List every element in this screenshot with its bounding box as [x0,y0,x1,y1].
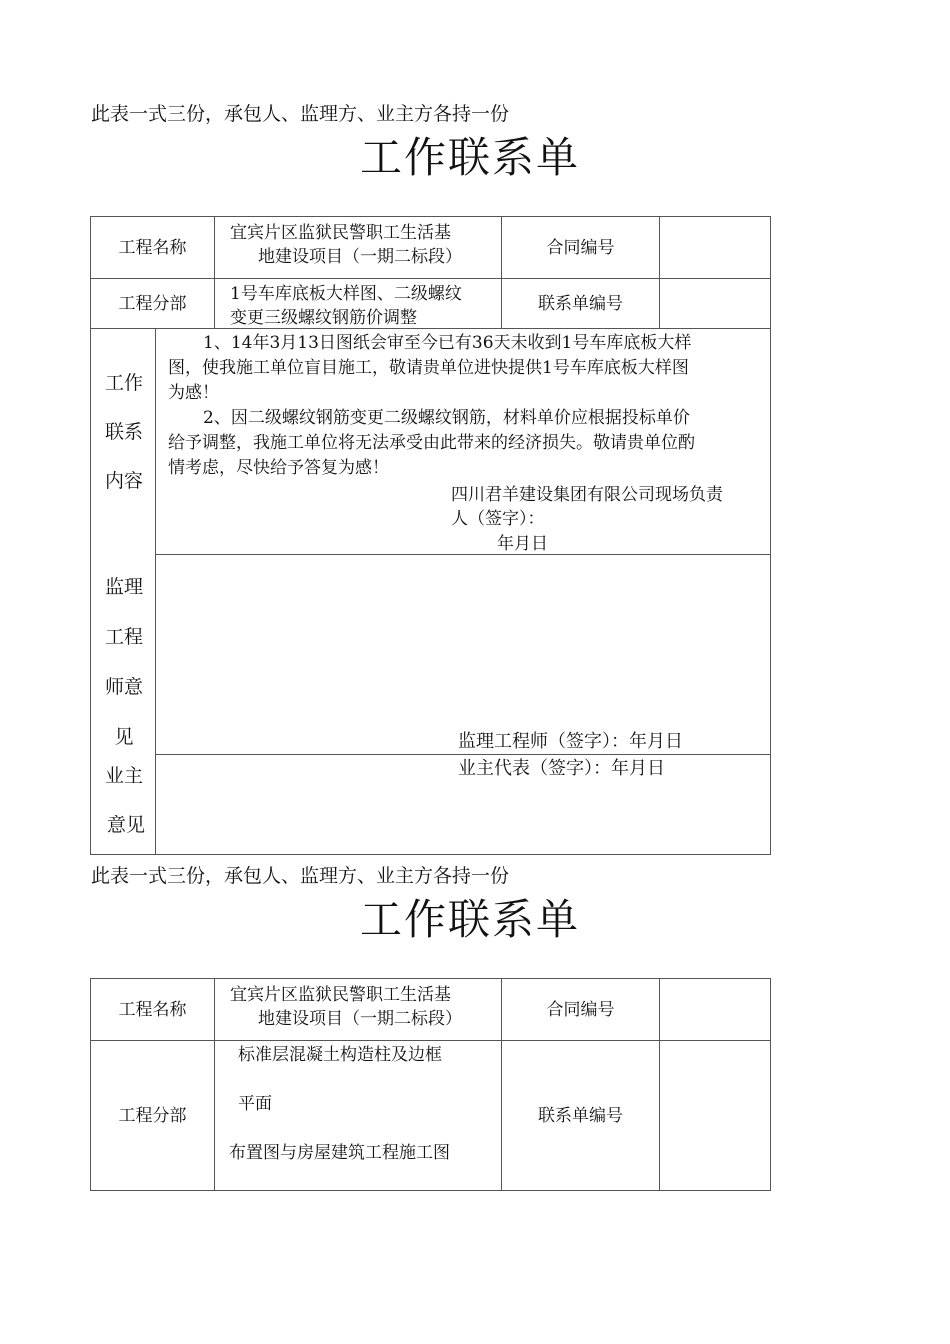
page-title: 工作联系单 [359,133,580,182]
content-line: 图，使我施工单位盲目施工，敬请贵单位进快提供1号车库底板大样图 [168,358,689,378]
contact-no-value[interactable] [660,279,770,328]
contract-no-value[interactable] [660,217,770,278]
contact-no-label: 联系单编号 [538,1105,623,1126]
owner-label-part: 意见 [106,814,145,836]
content-line: 给予调整，我施工单位将无法承受由此带来的经济损失。敬请贵单位酌 [168,433,695,453]
project-name-label: 工程名称 [118,237,187,258]
distribution-note: 此表一式三份，承包人、监理方、业主方各持一份 [91,103,510,125]
supervisor-label-part: 师意 [104,676,143,698]
content-label-part: 联系 [104,421,143,443]
supervisor-label-part: 工程 [104,626,143,648]
project-part-value-line3: 布置图与房屋建筑工程施工图 [229,1143,450,1163]
owner-label-part: 业主 [104,765,143,787]
content-line: 为感！ [168,383,219,403]
contract-no-value[interactable] [660,979,770,1040]
supervisor-label-part: 监理 [104,576,143,598]
content-line: 1、14年3月13日图纸会审至今已有36天未收到1号车库底板大样 [203,333,692,353]
contact-no-label: 联系单编号 [538,293,623,314]
project-part-value-line2: 平面 [238,1094,272,1114]
supervisor-label-part: 见 [114,726,134,748]
content-line: 情考虑，尽快给予答复为感！ [168,458,389,478]
content-label-part: 工作 [104,372,143,394]
project-part-value-line1: 1号车库底板大样图、二级螺纹 [230,284,462,304]
project-name-label: 工程名称 [118,999,187,1020]
distribution-note: 此表一式三份，承包人、监理方、业主方各持一份 [91,865,510,887]
content-label-part: 内容 [104,470,143,492]
project-name-value-line1: 宜宾片区监狱民警职工生活基 [230,985,451,1005]
owner-sign: 业主代表（签字）：年月日 [458,758,665,779]
contractor-sign-line2: 人（签字）： [451,509,545,529]
contract-no-label: 合同编号 [546,999,615,1020]
project-name-value-line2: 地建设项目（一期二标段） [258,247,462,267]
project-part-value-line1: 标准层混凝土构造柱及边框 [238,1045,442,1065]
project-name-value-line2: 地建设项目（一期二标段） [258,1009,462,1029]
contact-no-value[interactable] [660,1041,770,1190]
project-part-value-line2: 变更三级螺纹钢筋价调整 [230,308,417,328]
contractor-sign-date: 年月日 [497,534,548,554]
page-title: 工作联系单 [359,895,580,944]
contract-no-label: 合同编号 [546,237,615,258]
supervisor-sign: 监理工程师（签字）：年月日 [458,731,683,752]
project-part-label: 工程分部 [118,1105,187,1126]
content-line: 2、因二级螺纹钢筋变更二级螺纹钢筋，材料单价应根据投标单价 [203,408,690,428]
project-part-label: 工程分部 [118,293,187,314]
project-name-value-line1: 宜宾片区监狱民警职工生活基 [230,223,451,243]
contractor-sign-line1: 四川君羊建设集团有限公司现场负责 [451,485,723,505]
